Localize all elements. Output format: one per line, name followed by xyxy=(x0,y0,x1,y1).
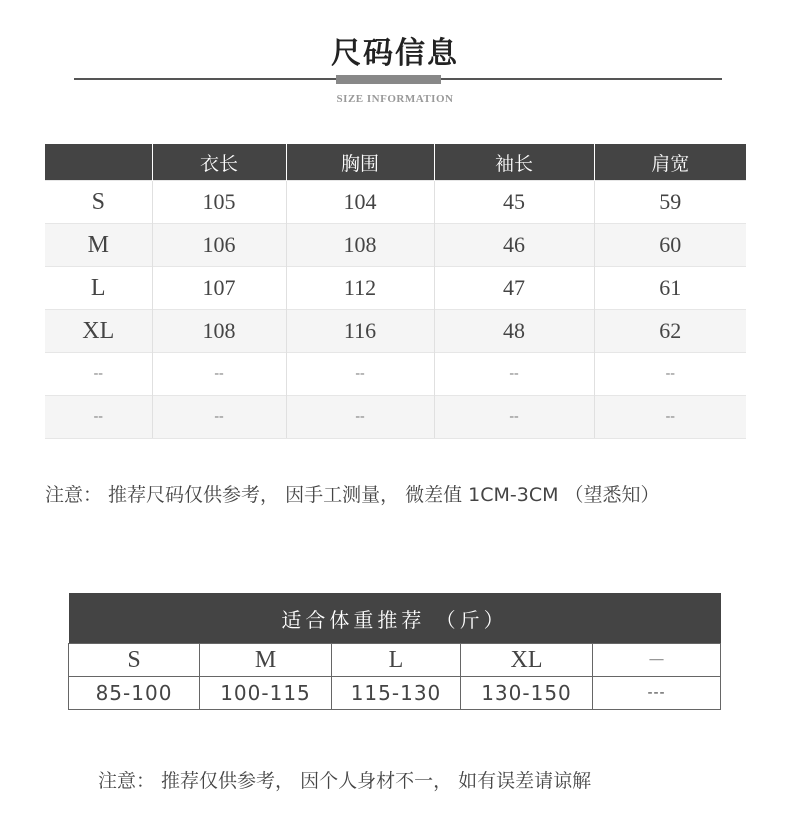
page-subtitle: SIZE INFORMATION xyxy=(336,93,454,105)
table-row xyxy=(45,353,746,396)
table-cell: 48 xyxy=(434,310,594,353)
size-label: -- xyxy=(45,353,152,396)
weight-table-title: 适合体重推荐 （斤） xyxy=(69,593,721,644)
title-accent-bar xyxy=(336,75,441,84)
weight-range: 100-115 xyxy=(200,677,332,710)
table-cell: 46 xyxy=(434,224,594,267)
size-label: XL xyxy=(45,310,152,353)
weight-range: --- xyxy=(593,677,721,710)
weight-table xyxy=(68,593,721,710)
page-title: 尺码信息 xyxy=(331,36,459,71)
table-row xyxy=(45,396,746,439)
table-cell: -- xyxy=(434,353,594,396)
table-row xyxy=(69,644,721,677)
table-row xyxy=(45,224,746,267)
size-table-header-cell: 肩宽 xyxy=(594,144,746,181)
size-label: -- xyxy=(45,396,152,439)
size-label: M xyxy=(200,644,332,677)
table-row xyxy=(45,310,746,353)
table-cell: 108 xyxy=(152,310,286,353)
size-label: M xyxy=(45,224,152,267)
size-table-header-cell: 胸围 xyxy=(286,144,434,181)
table-cell: -- xyxy=(152,353,286,396)
table-cell: -- xyxy=(286,353,434,396)
table-cell: 107 xyxy=(152,267,286,310)
table-cell: 104 xyxy=(286,181,434,224)
table-cell: -- xyxy=(594,396,746,439)
table-cell: 45 xyxy=(434,181,594,224)
table-cell: 108 xyxy=(286,224,434,267)
table-cell: 61 xyxy=(594,267,746,310)
weight-range: 115-130 xyxy=(332,677,461,710)
table-cell: 62 xyxy=(594,310,746,353)
table-cell: 47 xyxy=(434,267,594,310)
size-table-header-cell: 衣长 xyxy=(152,144,286,181)
size-label: — xyxy=(593,644,721,677)
table-row xyxy=(45,181,746,224)
table-cell: -- xyxy=(152,396,286,439)
size-table-header-cell xyxy=(45,144,152,181)
size-table-header xyxy=(45,144,746,181)
table-cell: 112 xyxy=(286,267,434,310)
table-cell: -- xyxy=(594,353,746,396)
size-label: L xyxy=(45,267,152,310)
table-cell: 116 xyxy=(286,310,434,353)
table-cell: 106 xyxy=(152,224,286,267)
size-label: S xyxy=(69,644,200,677)
weight-range: 130-150 xyxy=(461,677,593,710)
table-row xyxy=(45,267,746,310)
size-label: S xyxy=(45,181,152,224)
weight-note: 注意： 推荐仅供参考， 因个人身材不一， 如有误差请谅解 xyxy=(98,770,592,792)
size-label: L xyxy=(332,644,461,677)
table-cell: 105 xyxy=(152,181,286,224)
size-label: XL xyxy=(461,644,593,677)
measurement-note: 注意： 推荐尺码仅供参考， 因手工测量， 微差值 1CM-3CM （望悉知） xyxy=(45,484,660,506)
size-table xyxy=(45,144,746,439)
table-cell: -- xyxy=(286,396,434,439)
table-cell: -- xyxy=(434,396,594,439)
size-table-header-cell: 袖长 xyxy=(434,144,594,181)
table-cell: 60 xyxy=(594,224,746,267)
table-cell: 59 xyxy=(594,181,746,224)
table-row xyxy=(69,677,721,710)
weight-range: 85-100 xyxy=(69,677,200,710)
